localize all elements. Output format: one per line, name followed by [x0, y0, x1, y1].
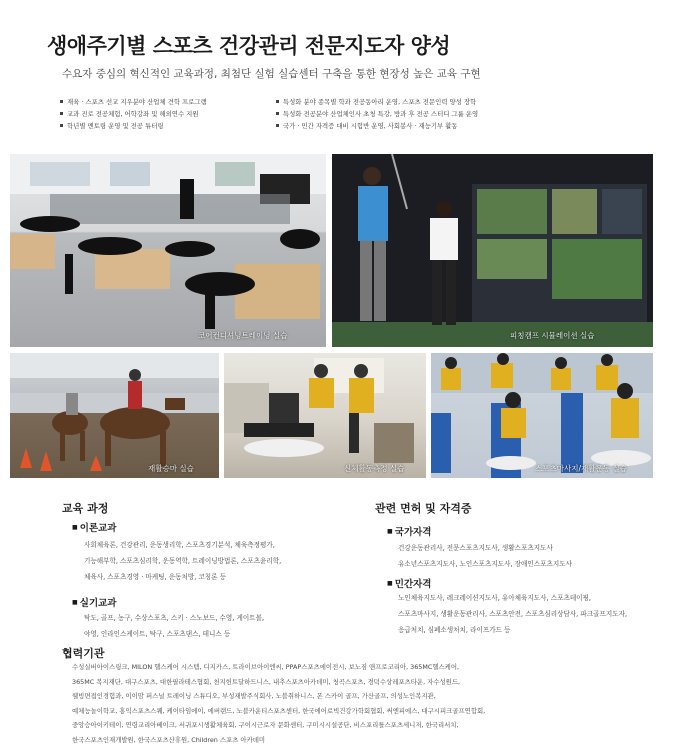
- text-line: 유소년스포츠지도사, 노인스포츠지도사, 장애인스포츠지도사: [398, 560, 572, 568]
- photo-golf-simulation: [332, 154, 653, 347]
- text-line: 365MC 복지재단, 대구스포츠, 대한필라테스협회, 천지헌트달하드니스, 내추스포츠아카데미, 청곡스포츠, 경덕수상레포츠타운, 자수성원드,: [72, 677, 461, 686]
- text-line: 한국스포츠인재개발원, 한국스포츠산휴원, Children 스포츠 아카데미: [72, 735, 266, 744]
- photo-caption: 코어컨디셔닝트레이닝 실습: [198, 331, 288, 340]
- text-line: 탁도, 골프, 농구, 수상스포츠, 스키 · 스노보드, 수영, 게이트볼,: [84, 614, 265, 622]
- feature-list-right: [276, 96, 596, 132]
- text-line: 예체능놀이학교, 홍익스포츠스퀘, 케이타임에이, 에버랜드, 노블카운티스포츠센터, 한국에어로빅건강가학회협회, 써엔피에스, 대구시피크골프연합회,: [72, 706, 486, 715]
- text-line: 수성실버아이스링크, MILON 헬스케어 시스템, 디지카스, 트라이브아이엔씨, PPAP스포츠에이전시, 보노짐 앤프로코리아, 365MC헬스케어,: [72, 663, 460, 671]
- national-subheading: ■ 국가자격: [387, 524, 431, 538]
- gym-scene-illustration: [10, 154, 326, 347]
- photo-caption: 스포츠마사지/재활운동 실습: [535, 464, 627, 473]
- page-title: 생애주기별 스포츠 건강관리 전문지도자 양성: [47, 34, 451, 58]
- photo-core-conditioning: [10, 154, 326, 347]
- list-item: 학년별 멘토링 운영 및 전공 튜터링: [60, 120, 270, 132]
- golf-scene-illustration: [332, 154, 653, 347]
- partners-heading: 협력기관: [62, 647, 105, 660]
- text-line: 사회체육론, 건강관리, 운동생리학, 스포츠경기분석, 체육측정평가,: [84, 541, 275, 549]
- photo-horse-riding: [10, 353, 219, 478]
- text-line: 응급처치, 심폐소생처치, 라이프가드 등: [398, 626, 511, 634]
- list-item: 국가 · 민간 자격증 대비 시험반 운영, 사회봉사 · 재능기부 활동: [276, 120, 596, 132]
- text-line: 체육사, 스포츠경영 · 마케팅, 운동처방, 코칭론 등: [84, 573, 226, 581]
- text-line: 야영, 인라인스케이트, 탁구, 스포츠댄스, 테니스 등: [84, 630, 231, 638]
- text-line: 웰빙면접인경험과, 이이맘 퍼스널 트레이닝 스튜디오, 부성재발주식회사, 노블취하니스, 폰 스카이 골프, 가산골프, 의성노인복지관,: [72, 692, 436, 700]
- text-line: 노인체육지도사, 레크레이션지도사, 유아체육지도사, 스포츠테이핑,: [398, 594, 592, 602]
- photo-physical-measurement: [224, 353, 426, 478]
- horse-scene-illustration: [10, 353, 219, 478]
- text-line: 중앙승아이키테이, 연령교리아베이크, 서귀포시생활체육회, 구이시근로자 문화센터, 구미시시설공단, 비스포리틀스포츠세니저, 한국리서치,: [72, 721, 459, 729]
- partners-list: [72, 660, 485, 747]
- education-heading: 교육 과정: [62, 502, 109, 515]
- licenses-heading: 관련 면허 및 자격증: [375, 502, 472, 515]
- text-line: 건강운동관리사, 전문스포츠지도사, 생활스포츠지도사: [398, 544, 553, 552]
- text-line: 스포츠마사지, 생활운동관리사, 스포츠안전, 스포츠심리상담사, 파크골프지도자,: [398, 610, 628, 618]
- measurement-scene-illustration: [224, 353, 426, 478]
- photo-sports-massage: [431, 353, 653, 478]
- feature-list-left: [60, 96, 270, 132]
- practice-subheading: ■ 실기교과: [72, 595, 116, 609]
- practice-courses: [84, 610, 264, 642]
- page-subtitle: 수요자 중심의 혁신적인 교육과정, 최첨단 실험 실습센터 구축을 통한 현장성 높은 교육 구현: [62, 68, 481, 80]
- theory-subheading: ■ 이론교과: [72, 520, 116, 534]
- massage-scene-illustration: [431, 353, 653, 478]
- national-licenses: [398, 540, 572, 572]
- private-subheading: ■ 민간자격: [387, 576, 431, 590]
- text-line: 기능해부학, 스포츠심리학, 운동역학, 트레이닝방법론, 스포츠윤리학,: [84, 557, 282, 565]
- list-item: 재육 · 스포츠 선교 지우분야 산업체 견학 프로그램: [60, 96, 270, 108]
- photo-caption: 피칭캠프 시뮬레이션 실습: [510, 331, 595, 340]
- list-item: 특성화 분야 종목별 학과 전공동아리 운영, 스포츠 전문인력 양성 장학: [276, 96, 596, 108]
- photo-caption: 신체활동측정 실습: [344, 464, 405, 473]
- photo-caption: 재활승마 실습: [148, 464, 194, 473]
- list-item: 특성화 전공분야 산업체인사 초청 특강, 방과 후 전공 스터디 그룹 운영: [276, 108, 596, 120]
- list-item: 교과 진로 전공체험, 어학강좌 및 해외연수 지원: [60, 108, 270, 120]
- private-licenses: [398, 590, 627, 638]
- theory-courses: [84, 537, 281, 585]
